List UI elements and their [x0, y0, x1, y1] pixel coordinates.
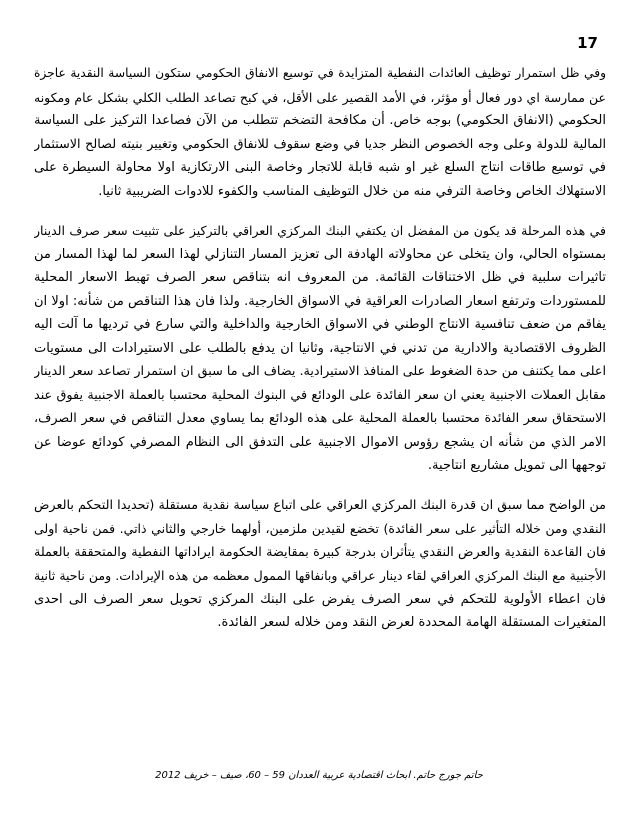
text-line: بمستواه الحالي، وان يتخلى عن محاولاته الهادفة الى تعزيز المسار التنازلي لهذا السعر لما لهذا المسار من [34, 246, 606, 262]
text-line: مقابل العملات الاجنبية يعني ان سعر الفائدة على الودائع في البنوك المحلية محتسبا بالعملة الاجنبية يفوق عند [34, 387, 606, 403]
text-line: المالية للدولة وعلى وجه الخصوص النظر جديا في وضع سقوف للانفاق الحكومي وتغيير بنيته لصالح الاستثمار [34, 136, 606, 152]
text-line: فان اعطاء الأولوية للتحكم في سعر الصرف يفرض على البنك المركزي تحويل سعر الصرف الى احدى [34, 591, 606, 607]
text-line: الحكومي (الانفاق الحكومي) بوجه خاص. أن مكافحة التضخم تتطلب من الآن فصاعدا التركيز على السياسة [34, 113, 606, 128]
text-line: الاستهلاك الخاص وخاصة الترفي منه من خلال التوظيف المناسب والكفوء للادوات الضريبية ثانيا. [98, 183, 606, 199]
text-line: عن ممارسة اي دور فعال أو مؤثر، في الأمد القصير على الأقل، في كبح تصاعد الطلب الكلي بشكل عام ومكونه [34, 89, 606, 105]
text-line: للمستوردات وترتفع اسعار الصادرات العراقية في الاسواق الخارجية. ولذا فان هذا التناقص من شأنه: اولا ان [34, 293, 606, 309]
text-line: الامر الذي من شأنه ان يشجع رؤوس الاموال الاجنبية على التدفق الى النظام المصرفي كودائع عوضا عن [34, 434, 606, 450]
text-line: في هذه المرحلة قد يكون من المفضل ان يكتفي البنك المركزي العراقي بالتركيز على تثبيت سعر صرف الدينار [34, 223, 606, 238]
text-line: المتغيرات المستقلة الهامة المحددة لعرض النقد ومن خلاله لسعر الفائدة. [217, 615, 606, 630]
text-line: في توسيع طاقات انتاج السلع غير او شبه قابلة للاتجار وخاصة البنى الارتكازية اولا محاولة السيطرة على [34, 160, 606, 175]
text-line: وفي ظل استمرار توظيف العائدات النفطية المتزايدة في توسيع الانفاق الحكومي ستكون السياسة النقدية عاجزة [34, 66, 606, 80]
text-line: توجهها الى تمويل مشاريع انتاجية. [427, 458, 606, 473]
text-line: فان القاعدة النقدية والعرض النقدي يتأثران بدرجة كبيرة بمقايضة الحكومة ايراداتها النفطية والمتحققة بالعملة [34, 544, 606, 560]
page-footer: حاتم جورج حاتم. ابحاث اقتصادية عربية العددان 59 – 60، صيف – خريف 2012 [155, 770, 483, 781]
paragraph-3 [34, 494, 606, 635]
text-line: يفاقم من ضعف تنافسية الانتاج الوطني في الاسواق الخارجية والداخلية والتي سارع في ترديها ما آلت اليه [34, 317, 606, 332]
text-line: من الواضح مما سبق ان قدرة البنك المركزي العراقي على اتباع سياسة نقدية مستقلة (تحديدا التحكم بالعرض [34, 497, 606, 513]
document-body [34, 62, 606, 651]
text-line: تاثيرات سلبية في ظل الاختناقات القائمة. من المعروف انه بتناقص سعر الصرف تهبط الاسعار المحلية [34, 270, 606, 285]
text-line: النقدي ومن خلاله التأثير على سعر الفائدة) تخضع لقيدين ملزمين، أولهما خارجي والثاني ذاتي. فمن ناحية اولى [34, 521, 606, 536]
page-number: 17 [577, 34, 598, 52]
text-line: الظروف الاقتصادية والادارية من تدني في الانتاجية، وثانيا ان يدفع بالطلب على الاستيرادات الى مستويات [34, 340, 606, 356]
paragraph-2 [34, 219, 606, 478]
text-line: الاستحقاق سعر الفائدة محتسبا بالعملة المحلية على هذه الودائع بما يساوي معدل التناقص في سعر الصرف، [34, 411, 606, 426]
paragraph-1 [34, 62, 606, 203]
text-line: اعلى مما يكتنف من حدة الضغوط على المنافذ الاستيرادية. يضاف الى ما سبق ان استمرار تصاعد سعر الدينار [34, 364, 606, 379]
text-line: الأجنبية مع البنك المركزي العراقي لقاء دينار عراقي وبانفاقها الممول معظمه من هذه الإيرادات. ومن ناحية ثانية [34, 568, 606, 583]
